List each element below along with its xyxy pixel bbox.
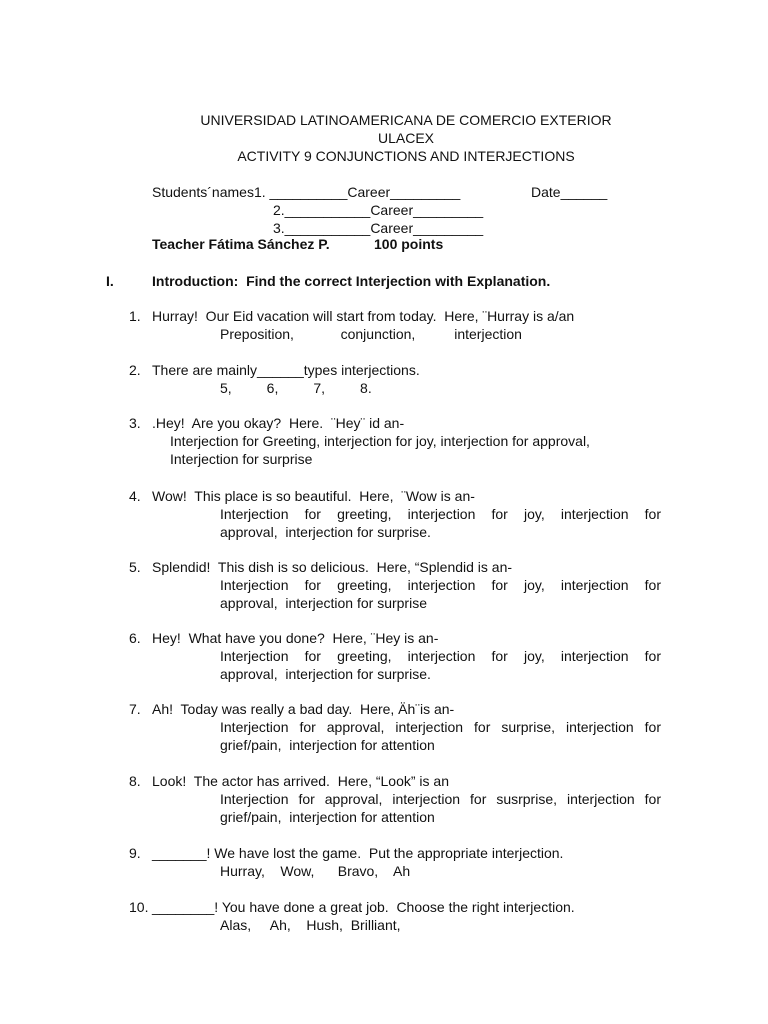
- question-number: 1.: [129, 308, 141, 324]
- students-row-3: 3.___________Career_________: [273, 220, 484, 236]
- question-text: Wow! This place is so beautiful. Here, ¨Wow is an-: [152, 488, 475, 504]
- question-options: approval, interjection for surprise.: [220, 524, 431, 540]
- question-options: approval, interjection for surprise.: [220, 666, 431, 682]
- total-points: 100 points: [374, 236, 444, 252]
- question-text: Splendid! This dish is so delicious. Here, “Splendid is an-: [152, 559, 513, 575]
- question-number: 5.: [129, 559, 141, 575]
- university-name: UNIVERSIDAD LATINOAMERICANA DE COMERCIO EXTERIOR: [200, 112, 612, 128]
- section-numeral: I.: [106, 273, 114, 289]
- activity-title: ACTIVITY 9 CONJUNCTIONS AND INTERJECTIONS: [237, 148, 575, 164]
- question-text: Look! The actor has arrived. Here, “Look” is an: [152, 773, 449, 789]
- question-text: ________! You have done a great job. Choose the right interjection.: [152, 899, 575, 915]
- question-number: 8.: [129, 773, 141, 789]
- question-options: Interjection for greeting, interjection for joy, interjection for: [220, 648, 661, 664]
- question-options: approval, interjection for surprise: [220, 595, 427, 611]
- question-options: Preposition, conjunction, interjection: [220, 326, 522, 342]
- question-options: Interjection for greeting, interjection for joy, interjection for: [220, 506, 661, 522]
- question-options: Interjection for approval, interjection for susrprise, interjection for: [220, 791, 661, 807]
- question-options: grief/pain, interjection for attention: [220, 809, 435, 825]
- question-text: .Hey! Are you okay? Here. ¨Hey¨ id an-: [152, 415, 405, 431]
- question-options: 5, 6, 7, 8.: [220, 380, 372, 396]
- question-options: Interjection for approval, interjection for surprise, interjection for: [220, 719, 661, 735]
- question-text: Hurray! Our Eid vacation will start from today. Here, ¨Hurray is a/an: [152, 308, 575, 324]
- question-options: Interjection for greeting, interjection for joy, interjection for: [220, 577, 661, 593]
- question-number: 2.: [129, 362, 141, 378]
- question-text: Ah! Today was really a bad day. Here, Äh¨is an-: [152, 701, 455, 717]
- university-acronym: ULACEX: [377, 130, 435, 146]
- question-options: Hurray, Wow, Bravo, Ah: [220, 863, 411, 879]
- question-text: Hey! What have you done? Here, ¨Hey is an-: [152, 630, 439, 646]
- question-options: Interjection for Greeting, interjection for joy, interjection for approval,: [170, 433, 590, 449]
- question-number: 6.: [129, 630, 141, 646]
- question-number: 9.: [129, 845, 141, 861]
- question-text: There are mainly______types interjections.: [152, 362, 420, 378]
- teacher-name: Teacher Fátima Sánchez P.: [152, 236, 330, 252]
- date-field: Date______: [531, 184, 608, 200]
- question-number: 3.: [129, 415, 141, 431]
- question-options: grief/pain, interjection for attention: [220, 737, 435, 753]
- question-options: Interjection for surprise: [170, 451, 313, 467]
- question-options: Alas, Ah, Hush, Brilliant,: [220, 917, 401, 933]
- section-title: Introduction: Find the correct Interjection with Explanation.: [152, 273, 551, 289]
- question-number: 4.: [129, 488, 141, 504]
- question-text: _______! We have lost the game. Put the appropriate interjection.: [152, 845, 564, 861]
- question-number: 10.: [129, 899, 149, 915]
- question-number: 7.: [129, 701, 141, 717]
- students-row-2: 2.___________Career_________: [273, 202, 484, 218]
- students-row-1: Students´names1. __________Career_________: [152, 184, 461, 200]
